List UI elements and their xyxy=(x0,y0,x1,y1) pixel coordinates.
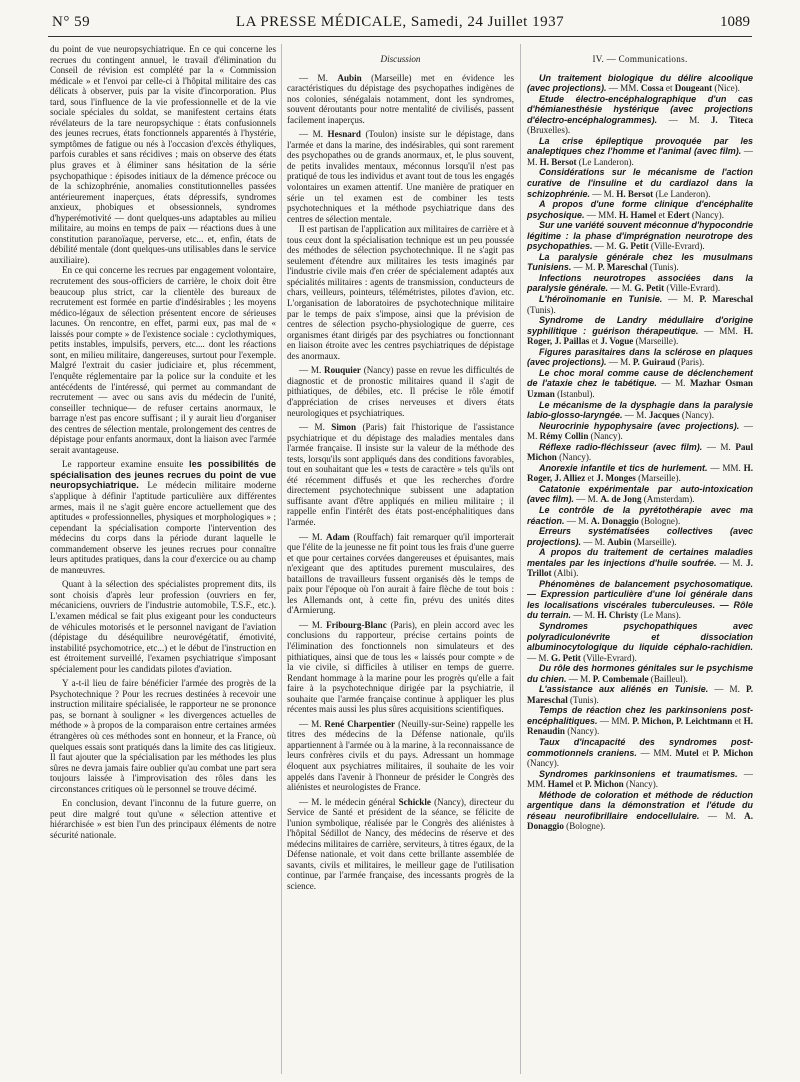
communication-location: (Le Landeron). xyxy=(576,156,634,167)
communication-title: La crise épileptique provoquée par les analeptiques chez l'homme et l'animal (avec film). xyxy=(527,135,753,157)
discussion-entry: — M. Fribourg-Blanc (Paris), en plein accord avec les conclusions du rapporteur, précise certains points de l'élimination des fonctionnels non simulateurs et des pithiatiques, ainsi que de tous les « laissés pour compte » de la vie civile, si difficiles à utiliser en temps de guerre. Rendant hommage à la marine pour les progrès qu'elle a fait faire à la psychotechnique dirigée par la psychiatrie, il souhaite que l'armée française continue à appliquer les plus récentes mais aussi les plus sûres acquisitions scientifiques. xyxy=(287,619,514,715)
communication-item xyxy=(527,705,753,737)
communication-authors: Aubin xyxy=(607,536,632,547)
communication-title: Erreurs systématisées collectives (avec projections). xyxy=(527,526,753,547)
communication-location: (Bailleul). xyxy=(648,673,688,684)
issue-number: N° 59 xyxy=(52,14,91,30)
communication-title: Syndrome de Landry médullaire d'origine syphilitique : guérison thérapeutique. xyxy=(527,315,753,336)
communication-title: A propos d'une forme clinique d'encéphalite psychosique. xyxy=(527,199,753,220)
speaker-name: Hesnard xyxy=(327,129,361,140)
communication-item xyxy=(527,526,753,547)
separator: — M. xyxy=(581,536,608,547)
communication-authors: H. Renaudin xyxy=(527,715,753,737)
speaker-name: René Charpentier xyxy=(324,718,396,729)
communication-item xyxy=(527,442,753,463)
column-rule xyxy=(281,44,282,1074)
communication-location: (Ville-Evrard). xyxy=(648,241,705,252)
separator: — M. xyxy=(571,610,598,621)
communication-title: Le choc moral comme cause de déclenchement de l'ataxie chez le tabétique. xyxy=(527,367,753,389)
communication-authors: P. Mareschal xyxy=(597,262,648,273)
paragraph: Il est partisan de l'application aux militaires de carrière et à tous ceux dont la spécialisation technique est un peu poussée des méthodes de sélection psychotechnique. Il ne s'agit pas seulement d'étendre aux militaires les tests imaginés par l'industrie civile mais d'en créer de spécialement adaptés aux spécialités militaires : agents de transmission, conducteurs de chars, veilleurs, pointeurs, télémétristes, pilotes d'avion, etc. L'organisation de laboratoires de psychotechnique militaire par le temps de paix s'impose, ainsi que la prévision de centres de sélection psycho-physiologique de guerre, ces organismes étant dirigés par des psychiatres ou fonctionnant en liaison étroite avec les centres psychiatriques de dépistage des anormaux. xyxy=(287,224,514,361)
speaker-name: Rouquier xyxy=(324,365,361,376)
communication-authors: P. Michon xyxy=(712,747,753,758)
communication-authors: Paul Michon xyxy=(527,441,753,463)
separator: — MM. xyxy=(636,747,676,758)
communication-location: (Nancy). xyxy=(689,209,724,220)
communication-title: Phénomènes de balancement psychosomatique. — Expression particulière d'une loi générale dans les localisations viscérales tuberculeuses. — Rôle du terrain. xyxy=(527,578,753,621)
communication-title: Un traitement biologique du délire alcoolique (avec projections). xyxy=(527,72,753,94)
paragraph: Quant à la sélection des spécialistes proprement dits, ils sont choisis d'après leur profession (ouvriers en fer, mécaniciens, ouvriers de l'industrie automobile, T.S.F., etc.). L'examen médical se fait plus exigeant pour les conducteurs de véhicules motorisés et le personnel navigant de l'aviation (dépistage du déséquilibre neurovégétatif, émotivité, instabilité psychomotrice, etc...) et le début de l'instruction en est étroitement surveillé, l'examen psychiatrique s'imposant spécialement pour les candidats pilotes d'aviation. xyxy=(50,579,276,674)
communication-title: Syndromes parkinsoniens et traumatismes. xyxy=(539,768,738,779)
communication-title: Syndromes psychopathiques avec polyradiculonévrite et dissociation albuminocytologique du liquide céphalo-rachidien. xyxy=(527,620,753,653)
communication-item xyxy=(527,294,753,315)
communication-location: (Marseille). xyxy=(631,536,677,547)
communication-location: (Bologne). xyxy=(638,515,681,526)
communication-authors: P. Michon, P. Leichtmann xyxy=(632,715,733,726)
communication-item xyxy=(527,484,753,505)
paragraph: En conclusion, devant l'inconnu de la future guerre, on peut dire malgré tout qu'une « sélection attentive et hiérarchisée » est bien l'un des principaux éléments de notre sécurité nationale. xyxy=(50,798,276,840)
separator: et xyxy=(656,209,668,220)
discussion-entry: — M. le médecin général Schickle (Nancy), directeur du Service de Santé et président de la séance, se félicite de l'union symbolique, réalisée par le Congrès des aliénistes à l'hôpital Sédillot de Nancy, des médecins de réserve et des médecins militaires de carrière, serviteurs, à titres égaux, de la Défense nationale, et voit dans cette brillante assemblée de savants, civils et militaires, le meilleur gage de l'utilisation continue, par l'armée française, des incessants progrès de la science. xyxy=(287,796,514,892)
column-discussion xyxy=(287,44,514,1074)
section-heading: IV. — Communications. xyxy=(592,54,688,64)
communication-authors: H. Hamel xyxy=(618,209,657,220)
communication-authors: J. Trillot xyxy=(527,557,753,579)
communication-item xyxy=(527,315,753,347)
communication-item xyxy=(527,579,753,621)
communication-item xyxy=(527,199,753,220)
communication-item xyxy=(527,505,753,526)
paragraph: Y a-t-il lieu de faire bénéficier l'armée des progrès de la Psychotechnique ? Pour les recrues destinées à recevoir une instruction militaire spécialisée, le rapporteur ne se prononce pas, se bornant à souligner « les divergences actuelles de méthode » à propos de la comparaison entre certaines armées étrangères où ces méthodes sont en honneur, et la France, où quelques essais sont pratiqués dans la limite des cas litigieux. Il faut ajouter que la spécialisation par les méthodes les plus sûres ne devra jamais faire oublier qu'au combat une part sera toujours laissée à l'improvisation des rôles dans les circonstances critiques où le personnel se trouve décimé. xyxy=(50,678,276,794)
separator: — M. xyxy=(657,114,711,125)
communication-title: L'héroïnomanie en Tunisie. xyxy=(539,294,663,305)
discussion-entry: — M. René Charpentier (Neuilly-sur-Seine) rappelle les titres des médecins de la Défense nationale, qu'ils appartiennent à l'armée ou à la marine, à la reconnaissance de leurs confrères civils et du pays. Adressant un hommage éloquent aux psychiatres militaires, il souhaite de les voir appelés dans l'avenir à l'honneur de présider le Congrès des aliénistes et neurologistes de France. xyxy=(287,718,514,793)
paragraph: du point de vue neuropsychiatrique. En ce qui concerne les recrues du contingent annuel, le travail d'élimination du Conseil de révision est complété par la « Commission médicale » et l'envoi par celle-ci à l'hôpital militaire des cas délicats à observer, puis par la visite d'incorporation. Plus tard, sous l'influence de la vie professionnelle et de la vie sociale spéciales du soldat, se manifestent certains états révélateurs de la tare neuropsychique : états confusionnels des jeunes recrues, états fonctionnels apparentés à l'hystérie, symptômes de fatigue ou nés à l'occasion d'excès éthyliques, parfois curables et sans récidives ; mais on observe des états plus graves et à éliminer sans hésitation de la série psychopathique : épisodes initiaux de la démence précoce ou de la schizophrénie, anomalies constitutionnelles passées antérieurement inaperçues, états dépressifs, syndromes anxieux, phobiques et obsessionnels, syndromes d'hyperémotivité — dont quelques-uns adaptables au milieu militaire, au moins en temps de paix — réactions dues à une constitution paranoïaque, perverse, etc... et, enfin, états de débilité mentale (dont quelques-uns utilisables dans le service auxiliaire). xyxy=(50,44,276,265)
communication-title: Du rôle des hormones génitales sur le psychisme du chien. xyxy=(527,663,753,684)
discussion-entry: — M. Hesnard (Toulon) insiste sur le dépistage, dans l'armée et dans la marine, des indésirables, qui sont rarement des psychopathes ou de grands anormaux, et, le plus souvent, de petits invalides mentaux, méconnus lorsqu'il n'est pas pratiqué de tous les individus et avant tout de tous les engagés volontaires un examen attentif. Une manière de pratiquer en série un tel examen est de combiner les tests psychotechniques et la méthode psychiatrique dans des centres de sélection mentale. xyxy=(287,129,514,224)
communication-location: (Nancy). xyxy=(527,758,560,769)
discussion-entry: — M. Aubin (Marseille) met en évidence les caractéristiques du dépistage des psychopathes indigènes de nos colonies, sénégalais notamment, dont les syndromes, souvent déroutants pour notre mentalité de civilisés, passent facilement inaperçus. xyxy=(287,72,514,125)
separator: — M. xyxy=(527,146,753,167)
communication-authors: J. Titeca xyxy=(710,114,753,125)
communication-authors: G. Petit xyxy=(634,283,665,294)
communication-item xyxy=(527,368,753,400)
communication-authors: Mazhar Osman Uzman xyxy=(527,378,753,399)
communication-location: (Ville-Evrard). xyxy=(580,652,637,663)
page-header xyxy=(48,10,752,37)
separator: et xyxy=(573,779,585,790)
communication-item xyxy=(527,220,753,252)
paragraph: En ce qui concerne les recrues par engagement volontaire, recrutement des sous-officiers de carrière, le choix doit être beaucoup plus strict, car la clientèle des bureaux de recrutement est formée en partie d'indésirables ; les moyens médico-légaux de sélection présentent encore de sérieuses lacunes. On rencontre, en effet, parmi eux, pas mal de « laissés pour compte » de l'existence sociale : cyclothymiques, petits instables, impulsifs, pervers, etc.... dont les réactions sont, en milieu militaire, dangereuses, surtout pour l'exemple. Malgré l'extrait du casier judiciaire et, plus récemment, l'enquête réglementaire par la police sur la conduite et les antécédents de l'intéressé, qui permet au commandant de recrutement — avec ou sans avis du médecin de l'unité, conseiller technique— de refuser certains anormaux, le barrage n'est pas encore suffisant ; il y aurait lieu d'organiser des centres de sélection mentale, prolongement des centres de dépistage pour enfants anormaux, dont la liaison avec l'armée serait avantageuse. xyxy=(50,265,276,455)
separator: — MM. xyxy=(597,715,633,726)
communication-authors: P. Combemale xyxy=(592,673,649,684)
communication-item xyxy=(527,167,753,199)
communication-location: (Tunis). xyxy=(647,262,679,273)
communication-title: Etude électro-encéphalographique d'un cas d'hémianesthésie hystérique (avec projections d'électro-encéphalogrammes). xyxy=(527,93,753,125)
communications-list xyxy=(527,73,753,832)
communication-title: Taux d'incapacité des syndromes post-commotionnels craniens. xyxy=(527,737,753,758)
speaker-name: Fribourg-Blanc xyxy=(326,619,387,630)
communication-item xyxy=(527,790,753,832)
communication-location: (Tunis). xyxy=(567,694,599,705)
separator: — M. xyxy=(662,294,700,305)
communication-location: (Nancy). xyxy=(679,410,714,421)
communication-authors: P. Mareschal xyxy=(527,684,753,705)
communication-authors: P. Michon xyxy=(584,779,624,790)
communication-item xyxy=(527,769,753,790)
communication-authors: H. Bersot xyxy=(539,156,577,167)
speaker-name: Schickle xyxy=(398,796,431,807)
communication-title: L'assistance aux aliénés en Tunisie. xyxy=(539,684,709,695)
separator: — MM. xyxy=(606,83,641,94)
communication-title: Réflexe radio-fléchisseur (avec film). xyxy=(539,441,703,452)
communication-title: Considérations sur le mécanisme de l'action curative de l'insuline et du cardiazol dans la schizophrénie. xyxy=(527,167,753,199)
communication-location: (Albi). xyxy=(551,568,579,579)
separator: — MM. xyxy=(707,462,744,473)
masthead-title: LA PRESSE MÉDICALE, Samedi, 24 Juillet 1937 xyxy=(235,14,565,30)
communication-item xyxy=(527,400,753,421)
paragraph: Le rapporteur examine ensuite les possibilités de spécialisation des jeunes recrues du point de vue neuropsychiatrique. Le médecin militaire moderne s'applique à définir l'aptitude particulière aux différentes armes, mais il ne s'agit guère encore actuellement que des aptitudes « professionnelles, physiques et morphologiques » ; cependant la spécialisation comporte l'intervention des médecins du corps dans la période durant laquelle le commandement observe les jeunes recrues pour connaître leurs aptitudes pratiques, dans la cour d'exercice ou au champ de manœuvres. xyxy=(50,459,276,575)
speaker-name: Adam xyxy=(326,531,350,542)
communication-location: (Amsterdam). xyxy=(641,494,695,505)
discussion-entry: — M. Rouquier (Nancy) passe en revue les difficultés de diagnostic et de pronostic militaires quand il s'agit de pithiatiques, de débiles, etc. Il précise le rôle émotif d'appréciation de crises nerveuses et divers états neurologiques et psychiatriques. xyxy=(287,365,514,418)
communication-location: (Nancy). xyxy=(556,452,592,463)
communication-title: Infections neurotropes associées dans la paralysie générale. xyxy=(527,272,753,294)
communication-location: (Marseille). xyxy=(635,473,681,484)
communication-authors: H. Roger, J. Alliez xyxy=(527,462,753,484)
separator: — M. xyxy=(708,684,747,695)
communication-item xyxy=(527,273,753,294)
separator: — MM. xyxy=(698,325,744,336)
communication-title: Le mécanisme de la dysphagie dans la paralysie labio-glosso-laryngée. xyxy=(527,399,753,421)
communication-authors: A. Donaggio xyxy=(590,515,639,526)
communication-item xyxy=(527,347,753,368)
separator: — M. xyxy=(590,188,617,199)
speaker-name: Simon xyxy=(331,422,357,433)
communication-location: (Bologne). xyxy=(563,821,606,832)
separator: et xyxy=(585,473,597,484)
communication-item xyxy=(527,684,753,705)
separator: — M. xyxy=(716,557,747,568)
communication-title: Anorexie infantile et tics de hurlement. xyxy=(539,462,708,473)
column-report xyxy=(50,44,276,1074)
communication-location: (Ville-Evrard). xyxy=(664,283,721,294)
communication-authors: Rémy Collin xyxy=(539,431,589,442)
communication-title: A propos du traitement de certaines maladies mentales par les injections d'huile soufrée. xyxy=(527,547,753,568)
separator: — M. xyxy=(656,378,690,389)
communication-authors: Mutel xyxy=(675,747,699,758)
separator: — M. xyxy=(592,241,619,252)
communication-authors: H. Roger, J. Paillas xyxy=(527,325,753,347)
separator: — M. xyxy=(564,515,591,526)
separator: et xyxy=(732,715,744,726)
communication-item xyxy=(527,737,753,769)
separator: — M. xyxy=(606,357,633,368)
communication-location: (Bruxelles). xyxy=(527,125,571,136)
separator: — M. xyxy=(527,652,551,663)
communication-item xyxy=(527,73,753,94)
communication-item xyxy=(527,94,753,136)
separator: — M. xyxy=(622,410,649,421)
communication-title: Méthode de coloration et méthode de réduction argentique dans la démonstration et l'étude du réseau neurofibrillaire endocellulaire. xyxy=(527,789,753,821)
communication-location: (Nancy). xyxy=(564,726,600,737)
separator: — M. xyxy=(527,420,753,442)
communication-location: (Nancy). xyxy=(588,431,623,442)
communication-authors: J. Vogue xyxy=(600,336,634,347)
communication-location: (Marseille). xyxy=(633,336,679,347)
speaker-name: Aubin xyxy=(337,72,362,83)
separator: et xyxy=(663,83,675,94)
communication-title: Sur une variété souvent méconnue d'hypocondrie légitime : la phase d'imprégnation neurotrope des psychopathies. xyxy=(527,220,753,252)
communication-authors: A. de Jong xyxy=(600,494,642,505)
communication-location: (Nancy). xyxy=(623,779,659,790)
communication-authors: A. Donaggio xyxy=(527,810,753,832)
separator: — M. xyxy=(574,494,601,505)
communication-authors: Dougeant xyxy=(674,83,713,94)
communication-authors: G. Petit xyxy=(618,241,649,252)
section-heading: Discussion xyxy=(380,54,421,64)
column-rule xyxy=(520,44,521,1074)
page-number: 1089 xyxy=(720,14,750,30)
communication-location: (Tunis). xyxy=(527,304,556,315)
separator: et xyxy=(698,747,713,758)
communication-location: (Istanbul). xyxy=(554,388,595,399)
communication-title: Figures parasitaires dans la sclérose en plaques (avec projections). xyxy=(527,346,753,368)
communication-item xyxy=(527,663,753,684)
column-communications xyxy=(527,44,753,1074)
communication-authors: Hamel xyxy=(547,779,574,790)
communication-location: (Le Landeron). xyxy=(653,188,711,199)
bold-heading-inline: les possibilités de spécialisation des jeunes recrues du point de vue neuropsychiatrique. xyxy=(50,459,276,491)
communication-authors: Jacques xyxy=(648,410,680,421)
communication-title: La paralysie générale chez les musulmans Tunisiens. xyxy=(527,251,753,273)
communication-authors: Cossa xyxy=(640,83,664,94)
separator: — M. xyxy=(699,810,745,821)
communication-location: (Paris). xyxy=(675,357,705,368)
communication-authors: H. Christy xyxy=(597,610,639,621)
communication-item xyxy=(527,136,753,168)
separator: — MM. xyxy=(527,768,753,790)
communication-authors: H. Bersot xyxy=(616,188,654,199)
communication-authors: P. Mareschal xyxy=(699,294,753,305)
separator: — M. xyxy=(608,283,635,294)
communication-title: Temps de réaction chez les parkinsoniens post-encéphalitiques. xyxy=(527,705,753,726)
separator: — M. xyxy=(702,441,736,452)
communication-title: Neurocrinie hypophysaire (avec projections). xyxy=(539,420,740,431)
separator: — M. xyxy=(571,262,598,273)
communication-title: Le contrôle de la pyrétothérapie avec ma réaction. xyxy=(527,504,753,526)
communication-location: (Nice). xyxy=(712,83,740,94)
communication-item xyxy=(527,252,753,273)
discussion-entry: — M. Simon (Paris) fait l'historique de l'assistance psychiatrique et du dépistage des maladies mentales dans l'armée française. Il insiste sur la valeur de la méthode des tests, lorsqu'ils sont appliqués dans des conditions favorables, tout en souhaitant que les « tests de caractère » tels qu'ils ont été récemment diffusés et que les recherches d'ordre directement psychotechnique subissent une adaptation suffisante avant d'être appliqués en milieu militaire ; il rappelle enfin l'intérêt des états post-encéphalitiques dans l'armée. xyxy=(287,422,514,527)
discussion-entry: — M. Adam (Rouffach) fait remarquer qu'il importerait que l'élite de la jeunesse ne fit point tous les frais d'une guerre et que pour certaines corvées dangereuses et épuisantes, mais n'exigeant que des aptitudes purement musculaires, des bataillons de travailleurs fussent organisés dès le temps de paix pour l'époque où l'on aurait à faire flèche de tout bois : les Allemands ont, à cette fin, prévu des unités dites d'Armierung. xyxy=(287,531,514,616)
communication-item xyxy=(527,421,753,442)
communication-authors: G. Petit xyxy=(551,652,581,663)
separator: — M. xyxy=(566,673,593,684)
separator: — MM. xyxy=(584,209,619,220)
communication-title: Catatonie expérimentale par auto-intoxication (avec film). xyxy=(527,483,753,505)
communication-authors: Edert xyxy=(667,209,690,220)
communication-item xyxy=(527,621,753,663)
communication-authors: P. Guiraud xyxy=(632,357,676,368)
communication-location: (Le Mans). xyxy=(638,610,681,621)
communication-authors: J. Monges xyxy=(596,473,636,484)
separator: et xyxy=(589,336,601,347)
communication-item xyxy=(527,547,753,579)
communication-item xyxy=(527,463,753,484)
